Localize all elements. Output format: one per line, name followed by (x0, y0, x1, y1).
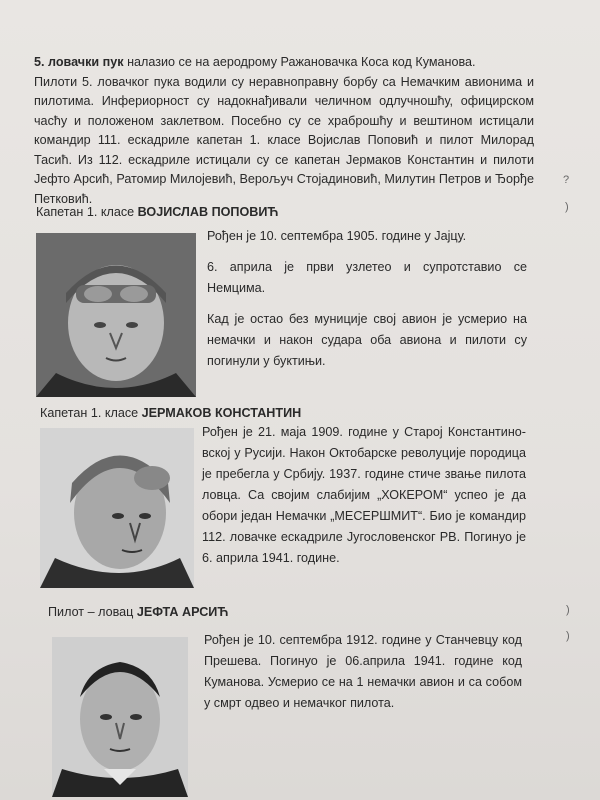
pilot-1-name: ВОЈИСЛАВ ПОПОВИЋ (137, 205, 279, 219)
pilot-1-photo (36, 233, 196, 397)
margin-mark: ? (563, 174, 570, 186)
margin-mark: ) (566, 630, 570, 642)
pilot-2-name: ЈЕРМАКОВ КОНСТАНТИН (141, 406, 302, 420)
pilot-3-bio-line: Рођен је 10. септембра 1912. године у Станчевцу код Прешева. Погинуо је 06.априла 1941. године код Куманова. Усмерио се на 1 немачки авион и са собом у смрт одвео и немачког пилота. (204, 633, 522, 710)
pilot-3-bio (204, 630, 522, 714)
pilot-2-rank: Капетан 1. класе (40, 406, 142, 420)
pilot-2-photo (40, 428, 194, 588)
intro-body: Пилоти 5. ловачког пука водили су неравноправну борбу са Немачким авионима и пилотима. Инфериорност су надокнађивали челичном одлучношћу, официрском часћу и положеном заклетвом. Посебно су се храброшћу и вештином истицали командир 111. ескадриле капетан 1. класе Војислав Поповић и пилот Милорад Тасић. Из 112. ескадриле истицали су се капетан Јермаков Константин и пилоти Јефто Арсић, Ратомир Милојевић, Вероључ Стојадиновић, Милутин Петров и Ђорђе Петковић. (34, 74, 534, 206)
margin-mark: ) (565, 201, 569, 213)
intro-lead (34, 53, 534, 73)
pilot-3-rank: Пилот – ловац (48, 605, 137, 619)
pilot-1-bio-line: Кад је остао без муниције свој авион је усмерио на немачки и након судара оба авиона и пилоти су погинули у буктињи. (207, 312, 527, 368)
pilot-2-bio (202, 422, 526, 569)
pilot-1-bio-line: Рођен је 10. септембра 1905. године у Јајцу. (207, 229, 467, 243)
margin-mark: ) (566, 604, 570, 616)
intro-lead-bold: 5. ловачки пук (34, 55, 124, 69)
pilot-1-heading (36, 205, 278, 219)
intro-paragraph (34, 53, 534, 209)
pilot-2-bio-line: Рођен је 21. маја 1909. године у Старој Константино-вској у Русији. Након Октобарске револуције породица је пребегла у Србију. 1937. године стиче звање пилота ловца. Са својим слабијим „ХОКЕРОМ“ успео је да обори један Немачки „МЕСЕРШМИТ“. Био је командир 112. ловачке ескадриле Југословенског РВ. Погинуо је 6. априла 1941. године. (202, 425, 526, 565)
pilot-1-bio-line: 6. априла је први узлетео и супротставио се Немцима. (207, 260, 527, 295)
pilot-3-heading (48, 605, 228, 619)
pilot-2-heading (40, 406, 301, 420)
pilot-3-name: ЈЕФТА АРСИЋ (136, 605, 229, 619)
intro-lead-rest: налазио се на аеродрому Ражановачка Коса код Куманова. (123, 55, 476, 69)
pilot-1-rank: Капетан 1. класе (36, 205, 138, 219)
pilot-1-bio (207, 226, 527, 382)
pilot-3-photo (52, 637, 188, 797)
